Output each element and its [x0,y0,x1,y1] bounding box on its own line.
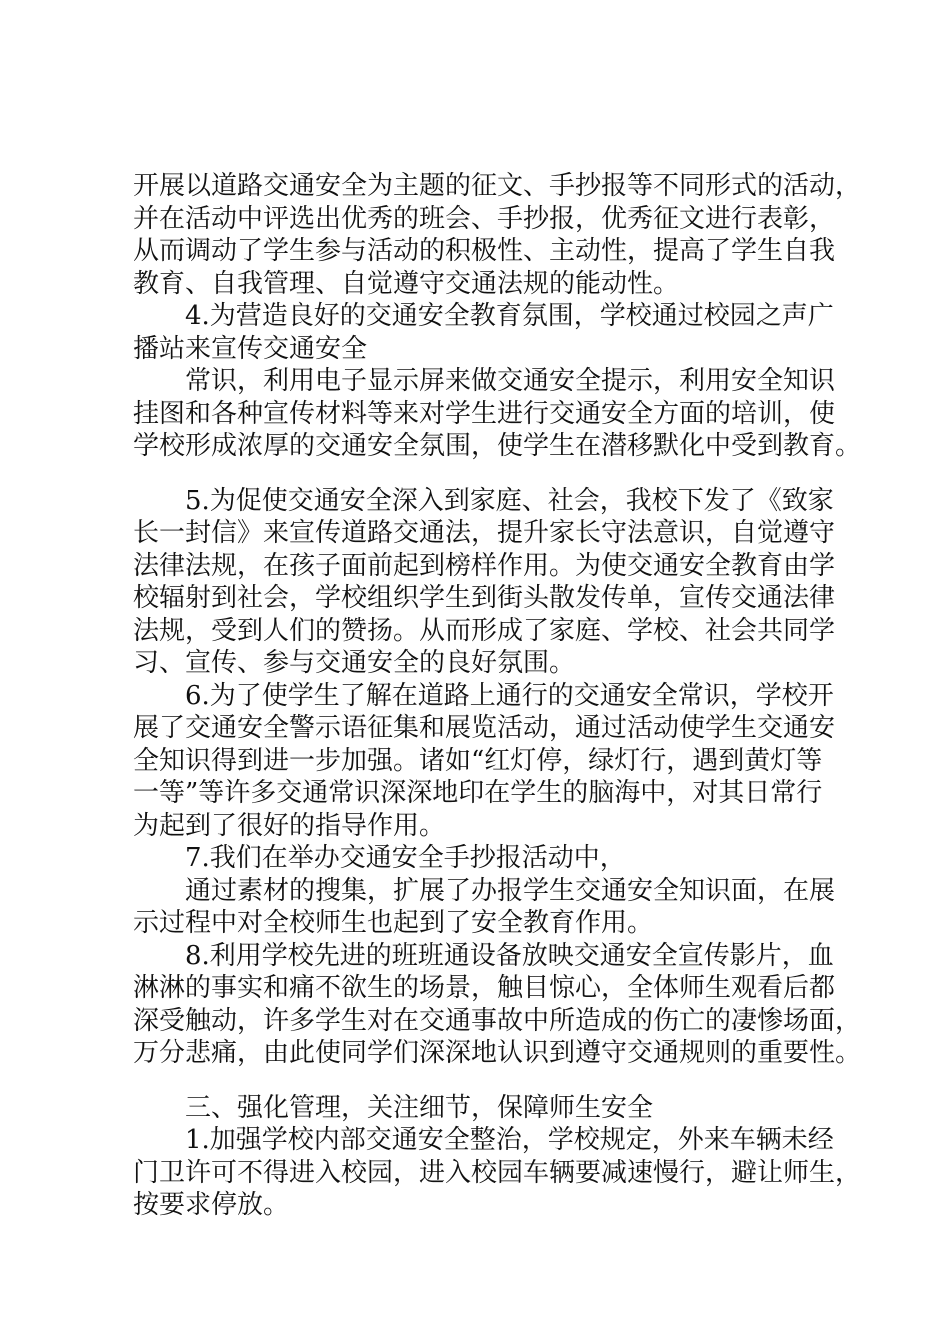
text-line: 从而调动了学生参与活动的积极性、主动性，提高了学生自我 [133,236,836,266]
text-line: 深受触动，许多学生对在交通事故中所造成的伤亡的凄惨场面， [133,1005,862,1036]
paragraph-gap [133,1070,853,1092]
text-line: 学校形成浓厚的交通安全氛围，使学生在潜移默化中受到教育。 [133,431,862,461]
text-line: 法律法规，在孩子面前起到榜样作用。为使交通安全教育由学 [133,550,836,581]
text-line: 一等”等许多交通常识深深地印在学生的脑海中，对其日常行 [133,778,823,808]
text-line: 按要求停放。 [133,1190,290,1220]
paragraph-5-start: 5.为促使交通安全深入到家庭、社会，我校下发了《致家 [185,485,834,516]
text-line: 长一封信》来宣传道路交通法，提升家长守法意识，自觉遵守 [133,518,836,548]
paragraph-6-start: 6.为了使学生了解在道路上通行的交通安全常识，学校开 [185,680,834,711]
section-heading: 三、强化管理，关注细节，保障师生安全 [185,1092,654,1123]
text-line: 门卫许可不得进入校园，进入校园车辆要减速慢行，避让师生， [133,1157,862,1188]
paragraph-8-start: 8.利用学校先进的班班通设备放映交通安全宣传影片，血 [185,940,834,971]
text-line: 示过程中对全校师生也起到了安全教育作用。 [133,908,654,938]
text-line: 常识，利用电子显示屏来做交通安全提示，利用安全知识 [185,366,836,396]
text-line: 法规，受到人们的赞扬。从而形成了家庭、学校、社会共同学 [133,615,836,646]
text-line: 并在活动中评选出优秀的班会、手抄报，优秀征文进行表彰， [133,203,836,234]
text-line: 挂图和各种宣传材料等来对学生进行交通安全方面的培训，使 [133,398,836,429]
text-line: 播站来宣传交通安全 [133,333,368,364]
text-line: 开展以道路交通安全为主题的征文、手抄报等不同形式的活动， [133,171,862,201]
paragraph-1-start: 1.加强学校内部交通安全整治，学校规定，外来车辆未经 [185,1125,834,1155]
text-line: 通过素材的搜集，扩展了办报学生交通安全知识面，在展 [185,875,836,906]
paragraph-gap [133,463,853,485]
paragraph-4-start: 4.为营造良好的交通安全教育氛围，学校通过校园之声广 [185,301,834,331]
text-line: 展了交通安全警示语征集和展览活动，通过活动使学生交通安 [133,713,836,743]
text-line: 淋淋的事实和痛不欲生的场景，触目惊心，全体师生观看后都 [133,973,836,1003]
paragraph-7-start: 7.我们在举办交通安全手抄报活动中， [185,843,626,873]
text-line: 为起到了很好的指导作用。 [133,810,446,841]
text-line: 校辐射到社会，学校组织学生到街头散发传单，宣传交通法律 [133,583,836,613]
text-line: 习、宣传、参与交通安全的良好氛围。 [133,648,576,678]
text-line: 教育、自我管理、自觉遵守交通法规的能动性。 [133,268,680,299]
text-line: 万分悲痛，由此使同学们深深地认识到遵守交通规则的重要性。 [133,1038,862,1068]
text-line: 全知识得到进一步加强。诸如“红灯停，绿灯行，遇到黄灯等 [133,745,823,776]
document-body [133,170,862,1222]
